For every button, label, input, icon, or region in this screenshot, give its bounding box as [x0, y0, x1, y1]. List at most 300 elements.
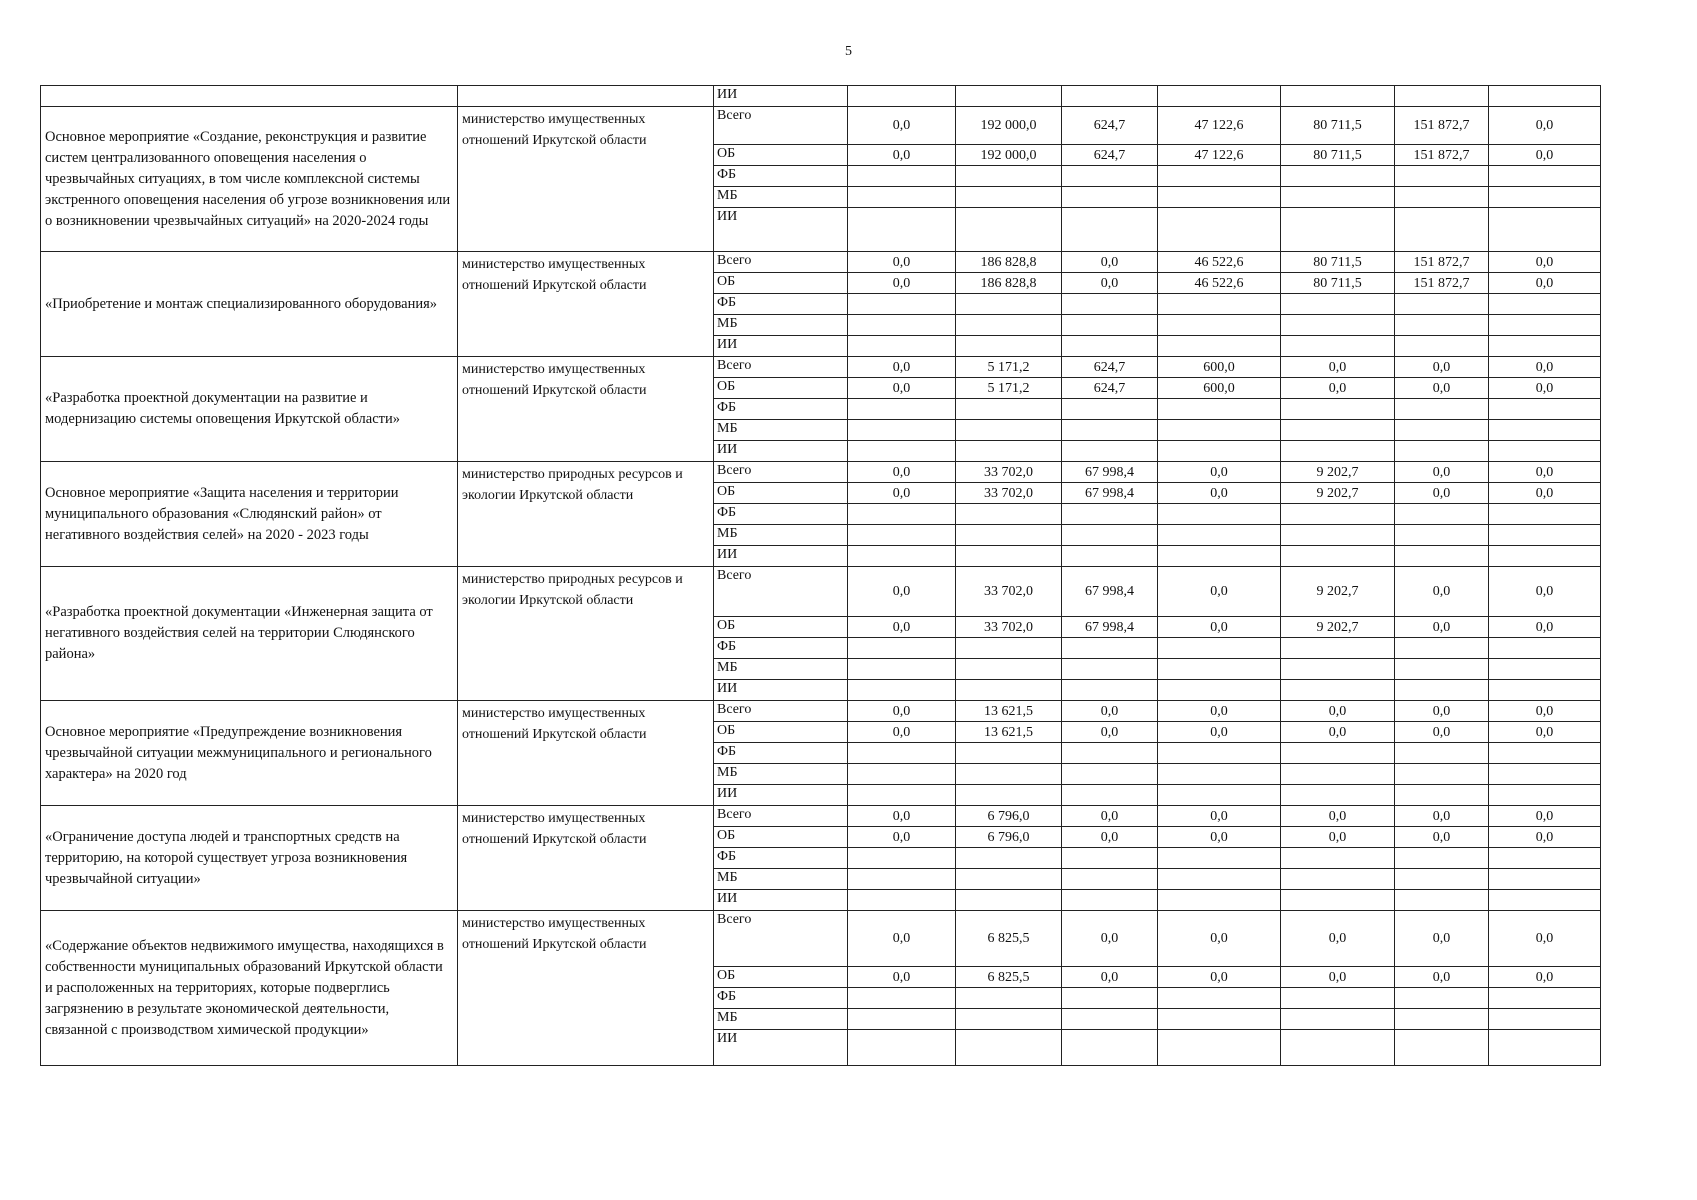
value-cell [1281, 86, 1395, 107]
value-cell [1395, 890, 1489, 911]
value-cell [848, 399, 956, 420]
value-cell [1489, 988, 1601, 1009]
value-cell [1158, 764, 1281, 785]
value-cell [1395, 743, 1489, 764]
funding-source-cell: ИИ [714, 890, 848, 911]
funding-source-cell: ОБ [714, 273, 848, 294]
table-row [41, 462, 1601, 483]
value-cell: 151 872,7 [1395, 107, 1489, 145]
value-cell [848, 86, 956, 107]
value-cell: 151 872,7 [1395, 273, 1489, 294]
value-cell: 0,0 [1395, 722, 1489, 743]
value-cell [848, 743, 956, 764]
responsible-cell: министерство имущественных отношений Иркутской области [458, 252, 714, 357]
funding-source-cell: ИИ [714, 336, 848, 357]
value-cell: 0,0 [848, 617, 956, 638]
value-cell [1489, 764, 1601, 785]
funding-source-cell: ИИ [714, 785, 848, 806]
value-cell: 67 998,4 [1062, 567, 1158, 617]
value-cell: 5 171,2 [956, 378, 1062, 399]
value-cell [848, 1030, 956, 1066]
value-cell [956, 86, 1062, 107]
value-cell: 0,0 [1395, 483, 1489, 504]
table-body [41, 86, 1601, 1066]
value-cell: 80 711,5 [1281, 145, 1395, 166]
value-cell: 0,0 [1062, 273, 1158, 294]
value-cell: 0,0 [848, 967, 956, 988]
value-cell [1489, 315, 1601, 336]
value-cell: 0,0 [1489, 967, 1601, 988]
funding-source-cell: ИИ [714, 441, 848, 462]
value-cell [956, 869, 1062, 890]
value-cell [1489, 890, 1601, 911]
value-cell [848, 294, 956, 315]
value-cell: 0,0 [1062, 701, 1158, 722]
value-cell: 9 202,7 [1281, 483, 1395, 504]
value-cell: 151 872,7 [1395, 252, 1489, 273]
value-cell: 0,0 [1489, 567, 1601, 617]
value-cell [1281, 315, 1395, 336]
value-cell [1281, 890, 1395, 911]
value-cell [1395, 208, 1489, 252]
value-cell [1395, 86, 1489, 107]
value-cell: 46 522,6 [1158, 252, 1281, 273]
table-row [41, 252, 1601, 273]
funding-source-cell: Всего [714, 567, 848, 617]
value-cell: 6 796,0 [956, 806, 1062, 827]
value-cell [1489, 546, 1601, 567]
funding-source-cell: ФБ [714, 743, 848, 764]
responsible-cell: министерство имущественных отношений Иркутской области [458, 357, 714, 462]
value-cell [848, 546, 956, 567]
value-cell [1062, 525, 1158, 546]
funding-source-cell: ФБ [714, 166, 848, 187]
funding-source-cell: МБ [714, 525, 848, 546]
table-row-carryover [41, 86, 1601, 107]
value-cell [1062, 294, 1158, 315]
value-cell [848, 187, 956, 208]
value-cell [956, 1009, 1062, 1030]
value-cell [1062, 869, 1158, 890]
value-cell [1158, 166, 1281, 187]
value-cell: 0,0 [1489, 462, 1601, 483]
value-cell [956, 187, 1062, 208]
value-cell [1395, 848, 1489, 869]
value-cell [1395, 988, 1489, 1009]
value-cell: 0,0 [848, 483, 956, 504]
funding-source-cell: Всего [714, 701, 848, 722]
value-cell [1395, 504, 1489, 525]
value-cell [848, 315, 956, 336]
value-cell [956, 399, 1062, 420]
value-cell: 0,0 [848, 357, 956, 378]
value-cell [1281, 785, 1395, 806]
value-cell [1158, 546, 1281, 567]
value-cell: 47 122,6 [1158, 145, 1281, 166]
value-cell [848, 785, 956, 806]
value-cell [848, 848, 956, 869]
value-cell [1281, 1030, 1395, 1066]
value-cell [1489, 1030, 1601, 1066]
value-cell [1062, 659, 1158, 680]
value-cell [956, 315, 1062, 336]
funding-source-cell: Всего [714, 911, 848, 967]
value-cell: 0,0 [1489, 806, 1601, 827]
value-cell: 624,7 [1062, 107, 1158, 145]
value-cell: 0,0 [1395, 378, 1489, 399]
value-cell: 0,0 [1395, 567, 1489, 617]
value-cell [1489, 294, 1601, 315]
funding-source-cell: ФБ [714, 988, 848, 1009]
value-cell [956, 680, 1062, 701]
value-cell [1395, 546, 1489, 567]
value-cell: 0,0 [1489, 483, 1601, 504]
value-cell: 0,0 [1158, 462, 1281, 483]
value-cell [1489, 785, 1601, 806]
value-cell [956, 659, 1062, 680]
funding-source-cell: МБ [714, 659, 848, 680]
value-cell [956, 785, 1062, 806]
value-cell [848, 525, 956, 546]
activity-name-cell: «Ограничение доступа людей и транспортных средств на территорию, на которой существует угроза возникновения чрезвычайной ситуации» [41, 806, 458, 911]
value-cell [1062, 441, 1158, 462]
value-cell [1489, 680, 1601, 701]
value-cell [848, 890, 956, 911]
value-cell [1281, 764, 1395, 785]
value-cell [1062, 504, 1158, 525]
value-cell: 9 202,7 [1281, 617, 1395, 638]
value-cell: 0,0 [1062, 911, 1158, 967]
activity-name-cell: Основное мероприятие «Создание, реконструкция и развитие систем централизованного оповещения населения о чрезвычайных ситуациях, в том числе комплексной системы экстренного оповещения населения об угрозе возникновения или о возникновении чрезвычайных ситуаций» на 2020-2024 годы [41, 107, 458, 252]
funding-source-cell: МБ [714, 869, 848, 890]
value-cell: 186 828,8 [956, 273, 1062, 294]
value-cell: 0,0 [1395, 827, 1489, 848]
value-cell: 600,0 [1158, 357, 1281, 378]
value-cell [956, 504, 1062, 525]
value-cell: 0,0 [1489, 252, 1601, 273]
funding-source-cell: Всего [714, 252, 848, 273]
value-cell: 0,0 [1281, 701, 1395, 722]
value-cell: 0,0 [1489, 722, 1601, 743]
value-cell [1395, 680, 1489, 701]
value-cell [1281, 680, 1395, 701]
value-cell [1489, 525, 1601, 546]
activity-name-cell: Основное мероприятие «Защита населения и территории муниципального образования «Слюдянский район» от негативного воздействия селей» на 2020 - 2023 годы [41, 462, 458, 567]
table-row [41, 357, 1601, 378]
activity-name-cell: «Приобретение и монтаж специализированного оборудования» [41, 252, 458, 357]
value-cell [956, 525, 1062, 546]
value-cell [1489, 743, 1601, 764]
value-cell: 624,7 [1062, 145, 1158, 166]
value-cell: 0,0 [848, 145, 956, 166]
value-cell: 47 122,6 [1158, 107, 1281, 145]
funding-source-cell: ФБ [714, 848, 848, 869]
value-cell [1395, 785, 1489, 806]
value-cell: 0,0 [848, 722, 956, 743]
value-cell [1281, 166, 1395, 187]
value-cell [1281, 420, 1395, 441]
table-row [41, 701, 1601, 722]
value-cell: 0,0 [1158, 806, 1281, 827]
responsible-cell [458, 86, 714, 107]
funding-source-cell: Всего [714, 357, 848, 378]
value-cell: 0,0 [1158, 827, 1281, 848]
value-cell: 0,0 [1395, 701, 1489, 722]
value-cell [1489, 848, 1601, 869]
value-cell [1158, 294, 1281, 315]
activity-name-cell: «Разработка проектной документации на развитие и модернизацию системы оповещения Иркутской области» [41, 357, 458, 462]
value-cell [1062, 638, 1158, 659]
value-cell [1395, 1009, 1489, 1030]
value-cell: 6 825,5 [956, 911, 1062, 967]
value-cell [848, 638, 956, 659]
value-cell [848, 420, 956, 441]
value-cell [1395, 659, 1489, 680]
value-cell [1158, 743, 1281, 764]
funding-source-cell: ОБ [714, 722, 848, 743]
value-cell [1062, 208, 1158, 252]
value-cell [1395, 166, 1489, 187]
value-cell [848, 680, 956, 701]
value-cell: 0,0 [1062, 967, 1158, 988]
value-cell [1489, 420, 1601, 441]
value-cell [956, 764, 1062, 785]
value-cell: 624,7 [1062, 357, 1158, 378]
table-row [41, 107, 1601, 145]
funding-source-cell: ФБ [714, 399, 848, 420]
value-cell [1489, 399, 1601, 420]
value-cell: 67 998,4 [1062, 462, 1158, 483]
value-cell [1062, 86, 1158, 107]
value-cell [1489, 1009, 1601, 1030]
value-cell [1062, 988, 1158, 1009]
value-cell: 0,0 [1281, 722, 1395, 743]
funding-source-cell: ОБ [714, 483, 848, 504]
responsible-cell: министерство имущественных отношений Иркутской области [458, 701, 714, 806]
value-cell [1281, 504, 1395, 525]
funding-source-cell: МБ [714, 315, 848, 336]
value-cell: 6 825,5 [956, 967, 1062, 988]
value-cell: 33 702,0 [956, 462, 1062, 483]
activity-name-cell [41, 86, 458, 107]
value-cell [1281, 336, 1395, 357]
value-cell [956, 166, 1062, 187]
value-cell [1395, 315, 1489, 336]
value-cell [956, 208, 1062, 252]
table-row [41, 567, 1601, 617]
value-cell [1281, 743, 1395, 764]
value-cell [1281, 187, 1395, 208]
value-cell [1062, 336, 1158, 357]
value-cell [1158, 525, 1281, 546]
value-cell [1489, 187, 1601, 208]
value-cell [1281, 659, 1395, 680]
value-cell [1281, 399, 1395, 420]
funding-source-cell: ИИ [714, 208, 848, 252]
value-cell: 13 621,5 [956, 722, 1062, 743]
value-cell [1158, 315, 1281, 336]
value-cell [956, 988, 1062, 1009]
value-cell [1158, 187, 1281, 208]
funding-source-cell: ОБ [714, 378, 848, 399]
value-cell [1062, 315, 1158, 336]
value-cell: 33 702,0 [956, 483, 1062, 504]
value-cell [848, 869, 956, 890]
responsible-cell: министерство природных ресурсов и экологии Иркутской области [458, 462, 714, 567]
value-cell: 0,0 [1281, 911, 1395, 967]
value-cell: 0,0 [1158, 967, 1281, 988]
budget-table-container [40, 85, 1600, 1066]
value-cell [1281, 294, 1395, 315]
value-cell: 33 702,0 [956, 567, 1062, 617]
value-cell [1395, 399, 1489, 420]
value-cell [1395, 525, 1489, 546]
value-cell: 80 711,5 [1281, 107, 1395, 145]
value-cell [848, 504, 956, 525]
value-cell [1158, 680, 1281, 701]
value-cell: 0,0 [1062, 722, 1158, 743]
value-cell [1395, 420, 1489, 441]
value-cell [956, 743, 1062, 764]
funding-source-cell: МБ [714, 187, 848, 208]
value-cell: 0,0 [848, 462, 956, 483]
value-cell [1281, 208, 1395, 252]
value-cell: 624,7 [1062, 378, 1158, 399]
value-cell: 9 202,7 [1281, 567, 1395, 617]
value-cell: 0,0 [1158, 722, 1281, 743]
value-cell: 192 000,0 [956, 145, 1062, 166]
funding-source-cell: Всего [714, 462, 848, 483]
value-cell: 13 621,5 [956, 701, 1062, 722]
value-cell [1281, 869, 1395, 890]
value-cell [956, 336, 1062, 357]
value-cell [1489, 441, 1601, 462]
value-cell [1489, 166, 1601, 187]
value-cell: 600,0 [1158, 378, 1281, 399]
value-cell [848, 659, 956, 680]
value-cell [1281, 638, 1395, 659]
value-cell [1062, 187, 1158, 208]
value-cell [848, 1009, 956, 1030]
value-cell: 0,0 [1489, 357, 1601, 378]
value-cell: 0,0 [1395, 617, 1489, 638]
value-cell [1158, 1009, 1281, 1030]
value-cell: 0,0 [1395, 462, 1489, 483]
value-cell: 0,0 [1158, 911, 1281, 967]
value-cell [1158, 399, 1281, 420]
funding-source-cell: ИИ [714, 1030, 848, 1066]
value-cell: 0,0 [1489, 911, 1601, 967]
value-cell [1158, 441, 1281, 462]
value-cell [1489, 504, 1601, 525]
value-cell: 0,0 [1158, 617, 1281, 638]
table-row [41, 806, 1601, 827]
value-cell [1281, 441, 1395, 462]
value-cell [1158, 420, 1281, 441]
value-cell: 0,0 [1489, 827, 1601, 848]
value-cell: 0,0 [1489, 701, 1601, 722]
value-cell [1395, 638, 1489, 659]
value-cell: 0,0 [1489, 145, 1601, 166]
value-cell [1395, 1030, 1489, 1066]
value-cell [848, 166, 956, 187]
value-cell [1062, 166, 1158, 187]
value-cell: 46 522,6 [1158, 273, 1281, 294]
funding-source-cell: Всего [714, 806, 848, 827]
value-cell [1062, 764, 1158, 785]
value-cell [1489, 336, 1601, 357]
funding-source-cell: МБ [714, 1009, 848, 1030]
value-cell: 0,0 [848, 567, 956, 617]
value-cell [1395, 294, 1489, 315]
value-cell [956, 441, 1062, 462]
value-cell: 0,0 [1395, 911, 1489, 967]
funding-source-cell: ИИ [714, 86, 848, 107]
value-cell [1489, 638, 1601, 659]
value-cell: 0,0 [1281, 378, 1395, 399]
value-cell [1062, 680, 1158, 701]
value-cell [1489, 869, 1601, 890]
value-cell: 0,0 [1062, 806, 1158, 827]
value-cell [1281, 988, 1395, 1009]
value-cell: 0,0 [848, 701, 956, 722]
activity-name-cell: «Разработка проектной документации «Инженерная защита от негативного воздействия селей на территории Слюдянского района» [41, 567, 458, 701]
value-cell [1395, 441, 1489, 462]
value-cell [956, 420, 1062, 441]
funding-source-cell: ОБ [714, 967, 848, 988]
value-cell [1395, 764, 1489, 785]
value-cell: 0,0 [1281, 967, 1395, 988]
value-cell [956, 890, 1062, 911]
value-cell [1062, 848, 1158, 869]
value-cell: 0,0 [1489, 378, 1601, 399]
value-cell: 0,0 [1158, 701, 1281, 722]
funding-source-cell: ФБ [714, 294, 848, 315]
value-cell [956, 638, 1062, 659]
value-cell: 0,0 [1489, 617, 1601, 638]
value-cell: 0,0 [848, 806, 956, 827]
value-cell: 0,0 [848, 107, 956, 145]
value-cell: 6 796,0 [956, 827, 1062, 848]
value-cell [1062, 399, 1158, 420]
value-cell [1281, 546, 1395, 567]
value-cell: 151 872,7 [1395, 145, 1489, 166]
value-cell [1489, 86, 1601, 107]
value-cell [1062, 1030, 1158, 1066]
value-cell [1062, 546, 1158, 567]
value-cell [848, 764, 956, 785]
value-cell [848, 336, 956, 357]
value-cell [1395, 336, 1489, 357]
value-cell [1158, 988, 1281, 1009]
value-cell [1489, 659, 1601, 680]
value-cell [1158, 890, 1281, 911]
value-cell: 67 998,4 [1062, 617, 1158, 638]
value-cell: 0,0 [1281, 806, 1395, 827]
funding-source-cell: МБ [714, 764, 848, 785]
responsible-cell: министерство имущественных отношений Иркутской области [458, 911, 714, 1066]
value-cell [1158, 504, 1281, 525]
value-cell [1158, 659, 1281, 680]
value-cell [1158, 336, 1281, 357]
value-cell [1062, 420, 1158, 441]
value-cell [956, 848, 1062, 869]
value-cell [956, 294, 1062, 315]
value-cell [848, 208, 956, 252]
value-cell [1395, 187, 1489, 208]
value-cell: 0,0 [1395, 806, 1489, 827]
funding-source-cell: ОБ [714, 145, 848, 166]
